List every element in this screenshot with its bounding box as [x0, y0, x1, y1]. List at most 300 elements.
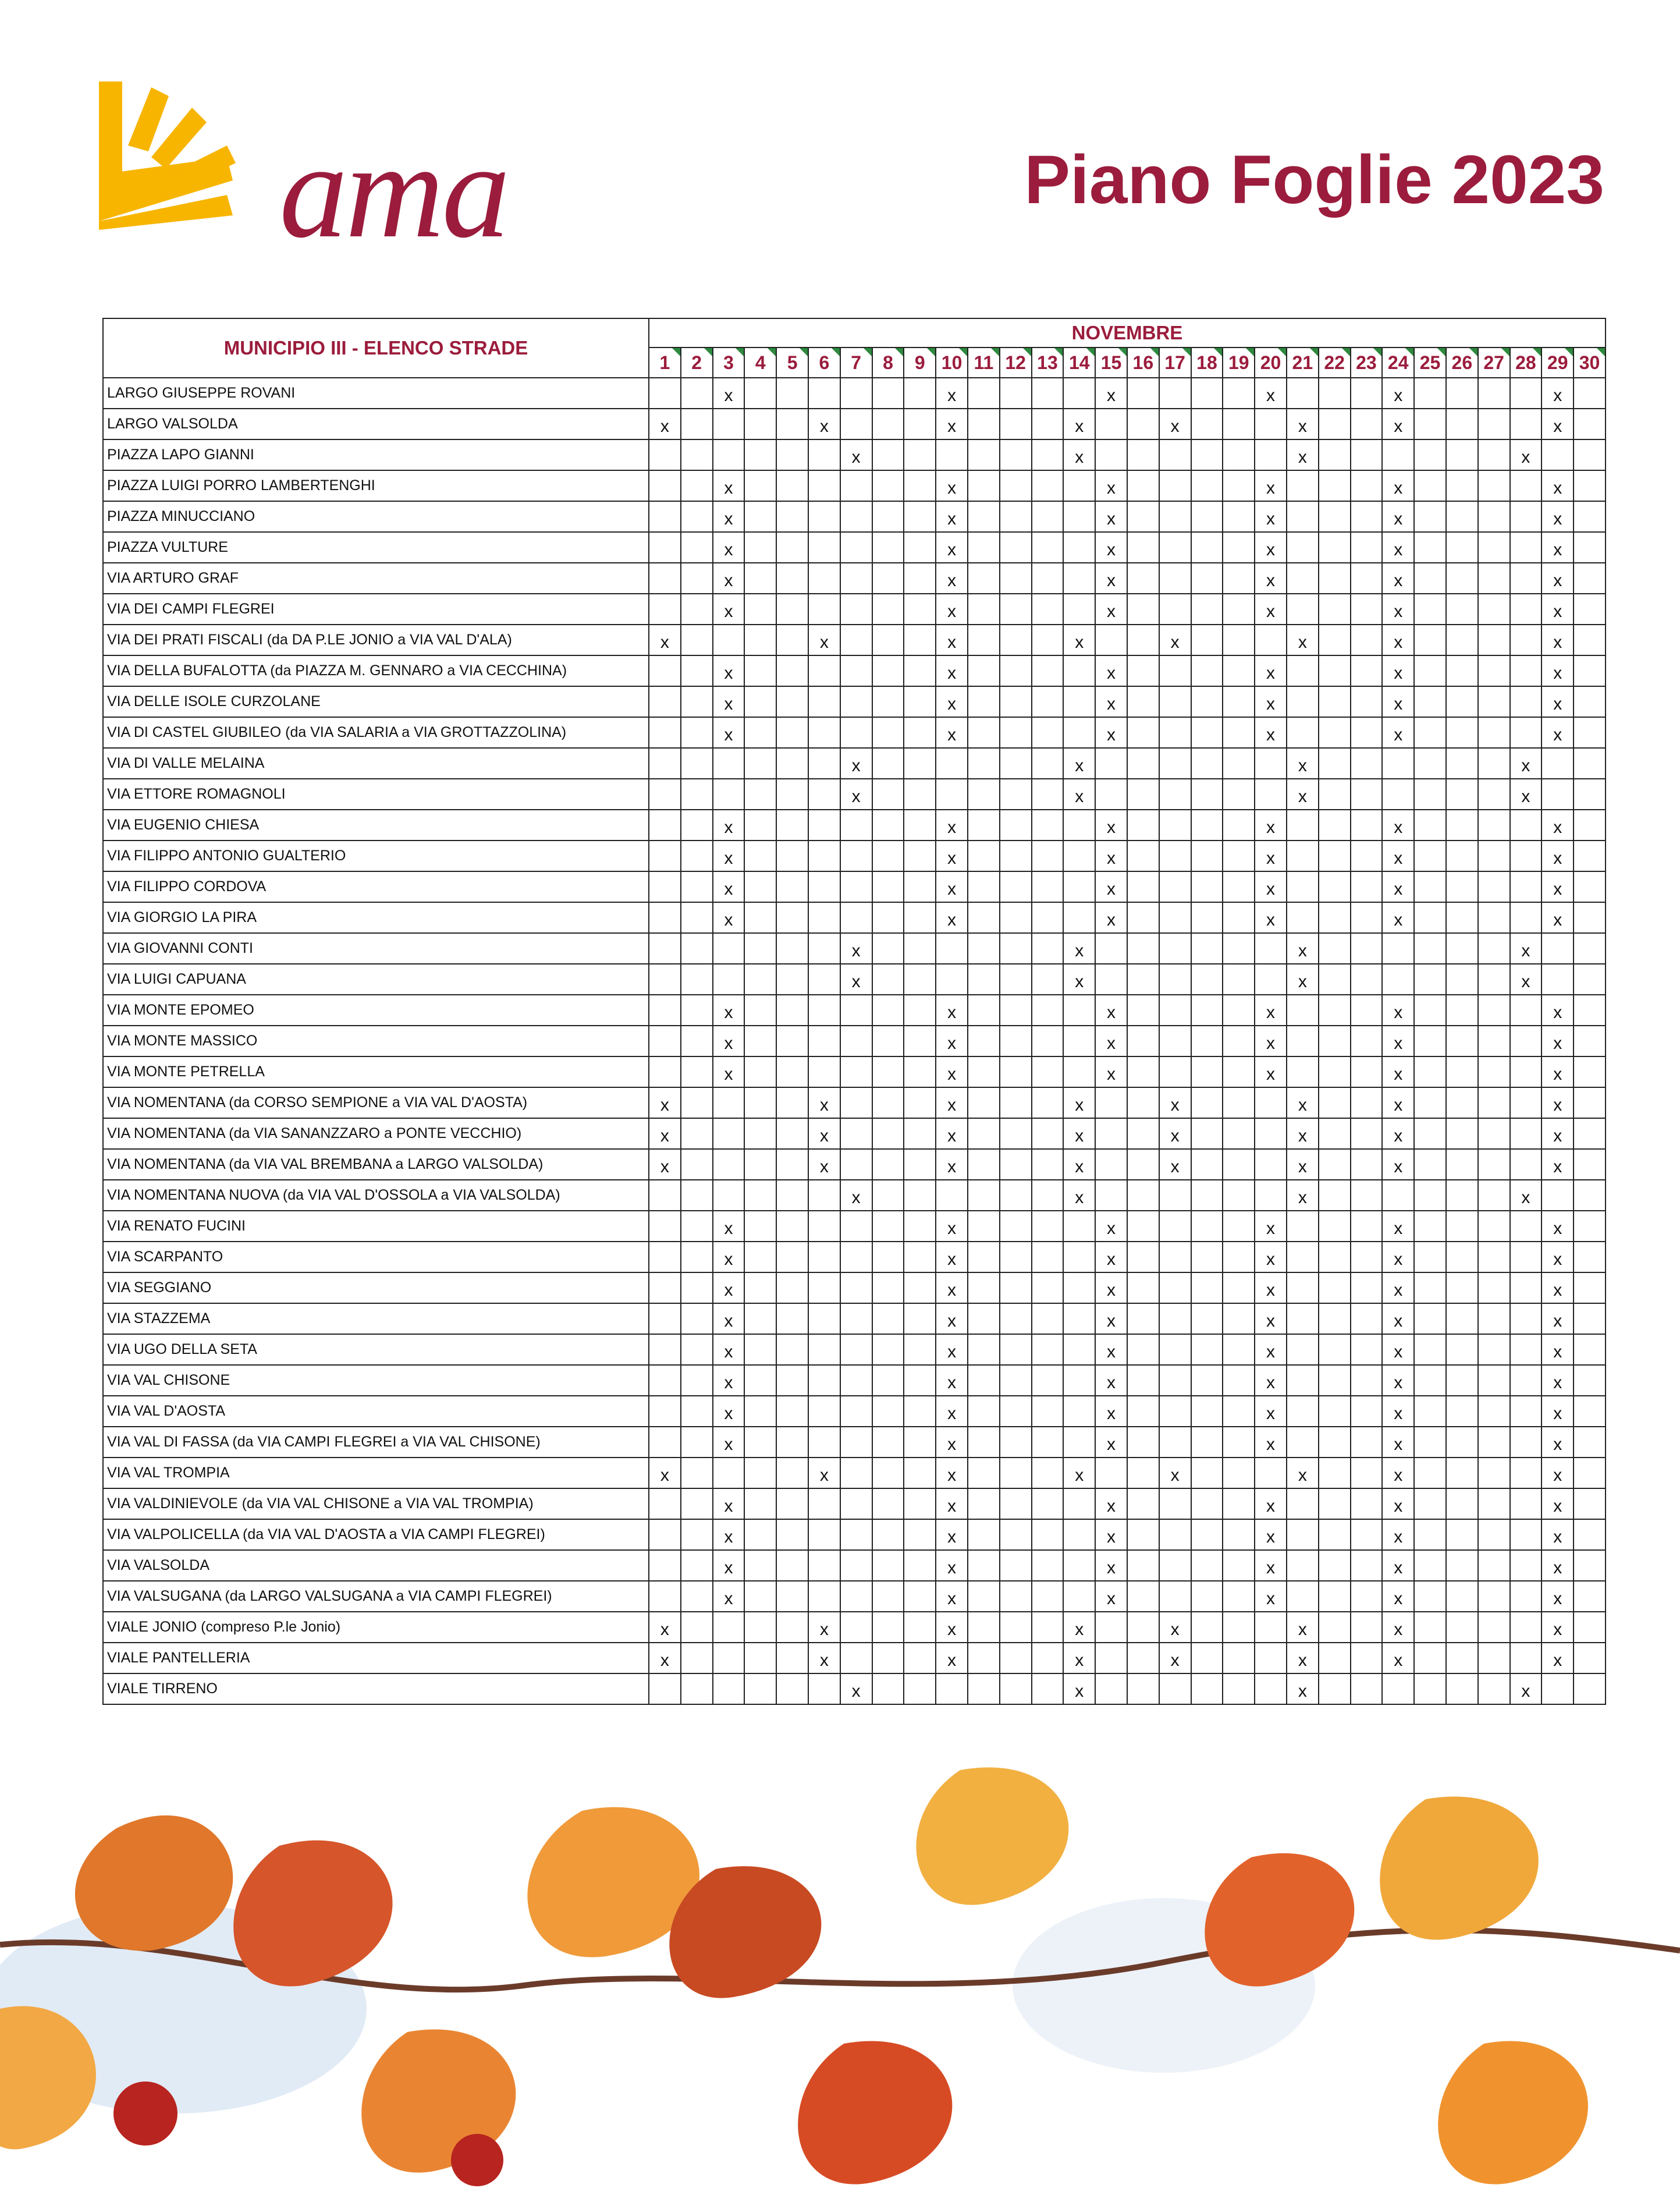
street-name: VIA VALSOLDA [103, 1550, 649, 1581]
day-cell [681, 1612, 713, 1643]
day-cell [1223, 409, 1255, 439]
day-cell [840, 1118, 872, 1149]
day-cell [1000, 1334, 1032, 1365]
day-cell [808, 655, 840, 686]
day-cell [1127, 655, 1159, 686]
day-cell [1510, 686, 1542, 717]
day-cell [1255, 1087, 1287, 1118]
day-cell [968, 1673, 1000, 1704]
day-cell [713, 779, 745, 810]
day-cell [968, 779, 1000, 810]
day-cell [649, 933, 681, 964]
day-cell: x [936, 1488, 968, 1519]
day-cell [1127, 810, 1159, 841]
day-cell [1478, 409, 1510, 439]
day-cell: x [1255, 655, 1287, 686]
day-cell [1287, 841, 1319, 871]
day-cell [1542, 933, 1574, 964]
day-cell [1000, 470, 1032, 501]
day-cell [1032, 1458, 1064, 1488]
day-cell: x [1542, 378, 1574, 409]
day-cell [1574, 501, 1606, 532]
day-cell [1127, 1673, 1159, 1704]
day-cell [1000, 1087, 1032, 1118]
table-row [103, 686, 1606, 717]
day-cell [1446, 748, 1478, 779]
day-cell [1127, 1365, 1159, 1396]
day-cell: x [1510, 964, 1542, 995]
day-cell [1574, 1149, 1606, 1180]
day-cell [1127, 1303, 1159, 1334]
day-cell [1095, 439, 1127, 470]
day-cell [1223, 1303, 1255, 1334]
day-cell [840, 1087, 872, 1118]
day-cell [1127, 902, 1159, 933]
day-cell [1478, 1365, 1510, 1396]
day-cell: x [1255, 1211, 1287, 1242]
day-cell [1223, 871, 1255, 902]
day-cell [1032, 594, 1064, 625]
day-cell: x [1159, 1149, 1191, 1180]
day-cell [1000, 779, 1032, 810]
day-cell [744, 1643, 776, 1673]
day-cell: x [1095, 1488, 1127, 1519]
day-cell [1478, 1550, 1510, 1581]
day-cell [1255, 779, 1287, 810]
day-cell [1032, 1242, 1064, 1272]
day-cell [1127, 995, 1159, 1026]
day-cell [872, 902, 904, 933]
day-cell [1223, 1673, 1255, 1704]
day-cell [1478, 933, 1510, 964]
day-cell [1287, 1334, 1319, 1365]
day-cell [681, 470, 713, 501]
day-cell: x [1382, 1242, 1414, 1272]
day-cell [1319, 1488, 1351, 1519]
day-header: 30 [1574, 347, 1606, 378]
day-cell [840, 1550, 872, 1581]
day-cell [1287, 902, 1319, 933]
day-cell [968, 439, 1000, 470]
day-cell [808, 1550, 840, 1581]
day-header: 10 [936, 347, 968, 378]
day-cell: x [936, 1550, 968, 1581]
day-cell: x [1159, 1643, 1191, 1673]
day-cell [1032, 1118, 1064, 1149]
day-cell: x [1382, 1519, 1414, 1550]
day-cell [776, 1458, 808, 1488]
day-cell [681, 409, 713, 439]
day-cell [1287, 810, 1319, 841]
day-cell [1287, 1365, 1319, 1396]
day-cell: x [1255, 1365, 1287, 1396]
day-cell [872, 1087, 904, 1118]
day-cell [808, 902, 840, 933]
day-cell [872, 1643, 904, 1673]
street-name: VIA VAL CHISONE [103, 1365, 649, 1396]
day-header: 8 [872, 347, 904, 378]
day-cell [1510, 470, 1542, 501]
day-header: 14 [1063, 347, 1095, 378]
day-cell [1223, 964, 1255, 995]
table-row [103, 841, 1606, 871]
day-cell [776, 1242, 808, 1272]
day-cell [1287, 1550, 1319, 1581]
day-cell: x [1095, 810, 1127, 841]
day-cell [713, 933, 745, 964]
day-cell [1446, 1643, 1478, 1673]
day-cell: x [808, 1612, 840, 1643]
day-cell [1159, 1488, 1191, 1519]
day-cell [744, 933, 776, 964]
day-cell [649, 871, 681, 902]
day-cell [1127, 1488, 1159, 1519]
day-cell: x [1542, 1303, 1574, 1334]
day-cell: x [1095, 871, 1127, 902]
day-cell [1127, 1427, 1159, 1458]
day-cell [776, 1056, 808, 1087]
day-cell [1287, 1272, 1319, 1303]
day-cell: x [1255, 1519, 1287, 1550]
day-cell [1223, 470, 1255, 501]
day-cell [840, 655, 872, 686]
day-cell: x [936, 871, 968, 902]
day-cell [872, 1550, 904, 1581]
day-cell: x [936, 378, 968, 409]
day-cell [1159, 1272, 1191, 1303]
day-cell [872, 871, 904, 902]
day-cell: x [1063, 933, 1095, 964]
day-cell [1478, 1303, 1510, 1334]
day-cell [1414, 964, 1446, 995]
day-cell [1063, 1211, 1095, 1242]
day-cell [1478, 1118, 1510, 1149]
day-cell: x [1542, 1087, 1574, 1118]
day-cell: x [1159, 1118, 1191, 1149]
day-cell [904, 1365, 936, 1396]
day-cell [1446, 655, 1478, 686]
day-cell [936, 1180, 968, 1211]
day-cell [808, 1056, 840, 1087]
day-cell [1574, 1026, 1606, 1056]
table-row [103, 810, 1606, 841]
day-cell [776, 470, 808, 501]
day-cell [776, 1303, 808, 1334]
day-cell [1574, 1242, 1606, 1272]
day-cell [1510, 1272, 1542, 1303]
day-cell [1223, 625, 1255, 655]
day-cell [1191, 1581, 1223, 1612]
day-cell [1510, 532, 1542, 563]
day-cell [681, 1488, 713, 1519]
day-cell [1446, 810, 1478, 841]
day-cell [840, 1242, 872, 1272]
day-cell [1319, 1673, 1351, 1704]
day-cell [1287, 1242, 1319, 1272]
day-cell [1319, 1211, 1351, 1242]
day-cell: x [1542, 532, 1574, 563]
day-cell: x [1542, 1550, 1574, 1581]
day-cell: x [1382, 1334, 1414, 1365]
day-cell [1351, 779, 1383, 810]
day-cell: x [1255, 501, 1287, 532]
table-row [103, 1303, 1606, 1334]
day-cell [1063, 563, 1095, 594]
day-cell [1127, 1581, 1159, 1612]
day-cell [1287, 532, 1319, 563]
day-cell: x [1382, 1550, 1414, 1581]
day-cell [1000, 995, 1032, 1026]
day-cell [1159, 532, 1191, 563]
day-cell: x [1382, 1396, 1414, 1427]
day-cell [1095, 748, 1127, 779]
day-cell [1287, 1211, 1319, 1242]
day-cell: x [936, 1303, 968, 1334]
day-cell [808, 841, 840, 871]
day-cell [1287, 501, 1319, 532]
day-cell [1255, 439, 1287, 470]
day-cell [1574, 1180, 1606, 1211]
day-cell [744, 748, 776, 779]
day-cell [840, 1272, 872, 1303]
day-cell [744, 1519, 776, 1550]
day-cell [904, 409, 936, 439]
day-cell [840, 378, 872, 409]
day-cell [1223, 1026, 1255, 1056]
day-cell [1351, 1334, 1383, 1365]
day-cell: x [808, 1087, 840, 1118]
day-cell [1351, 1396, 1383, 1427]
street-name: VIA GIORGIO LA PIRA [103, 902, 649, 933]
day-cell [744, 625, 776, 655]
day-cell: x [1255, 1396, 1287, 1427]
day-header: 1 [649, 347, 681, 378]
day-cell [1127, 563, 1159, 594]
day-cell [1319, 1396, 1351, 1427]
day-cell [968, 1396, 1000, 1427]
day-cell [1510, 871, 1542, 902]
day-cell [1478, 1673, 1510, 1704]
day-cell: x [649, 1118, 681, 1149]
day-cell [1223, 501, 1255, 532]
day-cell [681, 686, 713, 717]
day-cell [681, 748, 713, 779]
day-cell [1574, 1272, 1606, 1303]
day-cell [1223, 1334, 1255, 1365]
day-cell: x [713, 532, 745, 563]
day-cell [1446, 1427, 1478, 1458]
day-cell [1000, 501, 1032, 532]
day-cell [1510, 1056, 1542, 1087]
day-cell [840, 563, 872, 594]
day-cell [1478, 1488, 1510, 1519]
day-cell [872, 470, 904, 501]
day-cell: x [1542, 1334, 1574, 1365]
day-cell [681, 1026, 713, 1056]
day-cell [1287, 1056, 1319, 1087]
day-cell [649, 532, 681, 563]
day-cell [1287, 470, 1319, 501]
day-cell: x [1255, 841, 1287, 871]
day-cell [840, 501, 872, 532]
day-cell [1478, 810, 1510, 841]
day-cell [968, 1458, 1000, 1488]
page-title: Piano Foglie 2023 [1024, 141, 1604, 218]
day-cell: x [1255, 871, 1287, 902]
street-name: VIA FILIPPO CORDOVA [103, 871, 649, 902]
day-cell [744, 995, 776, 1026]
day-cell [1510, 378, 1542, 409]
day-cell [1574, 470, 1606, 501]
day-cell: x [713, 902, 745, 933]
day-cell [1510, 995, 1542, 1026]
table-row [103, 1488, 1606, 1519]
day-cell [744, 470, 776, 501]
day-cell [1414, 594, 1446, 625]
day-cell [681, 439, 713, 470]
day-cell [1351, 563, 1383, 594]
street-name: VIA ETTORE ROMAGNOLI [103, 779, 649, 810]
day-cell [1382, 748, 1414, 779]
day-cell [1414, 1026, 1446, 1056]
table-row [103, 995, 1606, 1026]
day-cell [808, 1242, 840, 1272]
day-cell: x [840, 748, 872, 779]
day-cell [1574, 1118, 1606, 1149]
day-cell [1191, 1673, 1223, 1704]
day-cell [1510, 810, 1542, 841]
day-cell [713, 1612, 745, 1643]
day-cell [840, 841, 872, 871]
day-cell [808, 871, 840, 902]
day-cell [744, 1026, 776, 1056]
day-cell [1319, 871, 1351, 902]
day-cell [776, 1396, 808, 1427]
day-cell [1319, 902, 1351, 933]
day-cell [649, 1056, 681, 1087]
day-cell: x [1542, 1519, 1574, 1550]
day-cell [1542, 1180, 1574, 1211]
day-cell [968, 871, 1000, 902]
day-cell [1159, 1365, 1191, 1396]
day-cell [904, 717, 936, 748]
day-cell [1223, 378, 1255, 409]
day-cell: x [936, 1026, 968, 1056]
day-cell [649, 594, 681, 625]
day-cell [681, 1396, 713, 1427]
day-cell [776, 1211, 808, 1242]
day-cell [1127, 748, 1159, 779]
day-cell [1414, 1180, 1446, 1211]
day-cell [681, 810, 713, 841]
day-cell [649, 1242, 681, 1272]
day-cell [872, 1365, 904, 1396]
day-cell [1510, 1612, 1542, 1643]
day-cell [872, 1396, 904, 1427]
day-cell [1574, 378, 1606, 409]
table-row [103, 1211, 1606, 1242]
day-cell [776, 1673, 808, 1704]
day-cell: x [1287, 1180, 1319, 1211]
day-cell [808, 1334, 840, 1365]
day-cell [1223, 1365, 1255, 1396]
day-cell [1414, 933, 1446, 964]
day-cell: x [713, 501, 745, 532]
day-cell [1574, 717, 1606, 748]
day-cell [1032, 1334, 1064, 1365]
day-cell [1382, 933, 1414, 964]
day-cell [1127, 1087, 1159, 1118]
day-cell [808, 964, 840, 995]
day-header: 28 [1510, 347, 1542, 378]
day-cell: x [713, 686, 745, 717]
day-cell [744, 841, 776, 871]
day-cell [968, 532, 1000, 563]
day-cell [904, 470, 936, 501]
day-cell [1223, 1427, 1255, 1458]
day-cell [1287, 686, 1319, 717]
day-cell [1063, 717, 1095, 748]
day-cell [872, 1519, 904, 1550]
day-cell [1032, 1211, 1064, 1242]
day-cell [1223, 779, 1255, 810]
day-cell [1351, 871, 1383, 902]
day-cell [1000, 1643, 1032, 1673]
day-cell [1095, 1458, 1127, 1488]
day-cell [1223, 655, 1255, 686]
day-cell [840, 625, 872, 655]
day-cell: x [936, 686, 968, 717]
day-cell [1574, 779, 1606, 810]
day-cell [1127, 409, 1159, 439]
day-cell [872, 841, 904, 871]
day-cell: x [1255, 717, 1287, 748]
day-cell [1319, 748, 1351, 779]
day-cell: x [1542, 1581, 1574, 1612]
day-cell [1319, 1643, 1351, 1673]
day-cell [649, 1396, 681, 1427]
day-cell: x [1255, 995, 1287, 1026]
day-cell [1223, 1056, 1255, 1087]
day-cell [1478, 378, 1510, 409]
day-cell [1351, 1087, 1383, 1118]
day-cell [968, 686, 1000, 717]
day-header: 4 [744, 347, 776, 378]
day-cell: x [713, 1056, 745, 1087]
day-cell [649, 1581, 681, 1612]
day-cell [776, 1118, 808, 1149]
day-cell [1574, 933, 1606, 964]
day-cell [1159, 439, 1191, 470]
day-cell [1032, 1550, 1064, 1581]
day-cell [1351, 594, 1383, 625]
day-cell [1095, 1149, 1127, 1180]
day-cell [681, 1581, 713, 1612]
day-cell [1414, 1056, 1446, 1087]
day-cell: x [713, 995, 745, 1026]
day-cell [1414, 1149, 1446, 1180]
day-cell [1127, 1643, 1159, 1673]
day-cell [1574, 1056, 1606, 1087]
day-cell [1446, 1550, 1478, 1581]
day-cell [1191, 748, 1223, 779]
day-cell [1095, 933, 1127, 964]
day-cell [1510, 1211, 1542, 1242]
day-cell [681, 1643, 713, 1673]
day-cell [1478, 1643, 1510, 1673]
day-cell: x [1095, 841, 1127, 871]
day-cell [1127, 871, 1159, 902]
